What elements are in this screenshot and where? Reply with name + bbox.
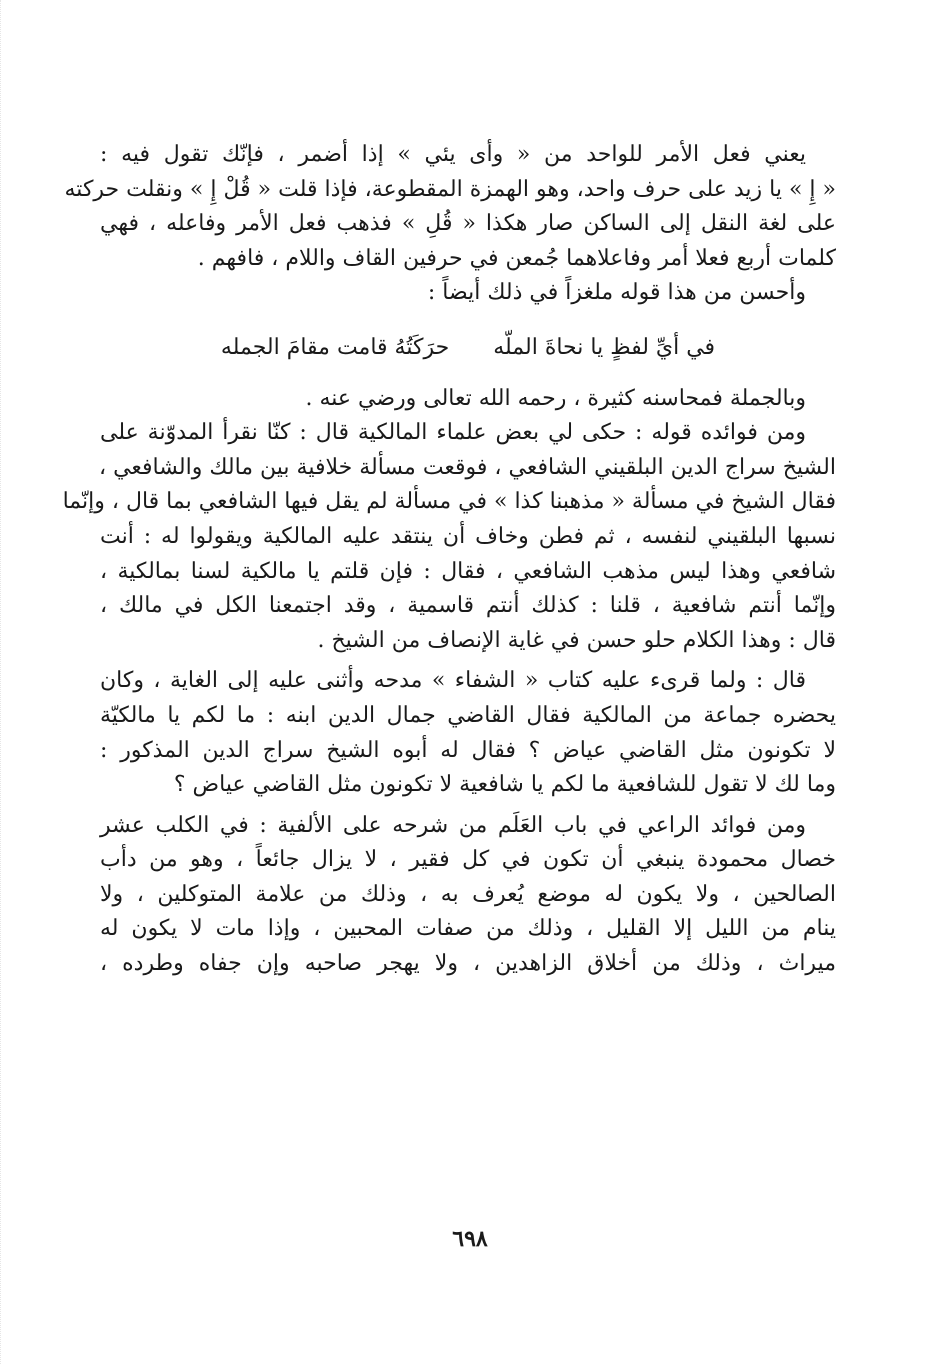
- paragraph: [62, 416, 836, 658]
- text-line: شافعي وهذا ليس مذهب الشافعي ، فقال : فإن قلتم يا مالكية لسنا بمالكية ،: [100, 558, 836, 584]
- verse-second-hemistich: حرَكَتُهُ قامت مقامَ الجمله: [220, 334, 450, 360]
- text-line: يعني فعل الأمر للواحد من « وأى يئي » إذا أضمر ، فإنّك تقول فيه :: [100, 142, 806, 167]
- paragraph: [100, 809, 836, 982]
- text-line: ومن فوائده قوله : حكى لي بعض علماء المالكية قال : كنّا نقرأ المدوّنة على: [100, 420, 806, 446]
- scan-edge: [0, 0, 2, 1364]
- paragraph: [100, 664, 836, 802]
- text-line: قال : وهذا الكلام حلو حسن في غاية الإنصاف من الشيخ .: [317, 627, 836, 653]
- text-line: وبالجملة فمحاسنه كثيرة ، رحمه الله تعالى ورضي عنه .: [305, 385, 806, 411]
- text-line: فقال الشيخ في مسألة « مذهبنا كذا » في مسألة لم يقل فيها الشافعي بما قال ، وإنّما: [62, 489, 836, 515]
- paragraph: [100, 276, 836, 311]
- text-line: قال : ولما قرىء عليه كتاب « الشفاء » مدحه وأثنى عليه إلى الغاية ، وكان: [100, 668, 806, 694]
- text-line: وإنّما أنتم شافعية ، قلنا : كذلك أنتم قاسمية ، وقد اجتمعنا الكل في مالك ،: [100, 593, 836, 619]
- text-line: وأحسن من هذا قوله ملغزاً في ذلك أيضاً :: [427, 280, 806, 306]
- paragraph: [64, 138, 836, 276]
- verse-first-hemistich: في أيِّ لفظٍ يا نحاةَ الملّه: [493, 334, 716, 360]
- text-line: نسبها البلقيني لنفسه ، ثم فطن وخاف أن ينتقد عليه المالكية ويقولوا له : أنت: [100, 523, 836, 549]
- text-line: على لغة النقل إلى الساكن صار هكذا « قُلِ » فذهب فعل الأمر وفاعله ، فهي: [100, 211, 836, 237]
- poem-verse: [100, 331, 836, 366]
- text-line: لا تكونون مثل القاضي عياض ؟ فقال له أبوه الشيخ سراج الدين المذكور :: [100, 737, 836, 763]
- text-line: وما لك لا تقول للشافعية ما لكم يا شافعية لا تكونون مثل القاضي عياض ؟: [173, 772, 836, 798]
- text-line: يحضره جماعة من المالكية فقال القاضي جمال الدين ابنه : ما لكم يا مالكيّة: [100, 702, 836, 728]
- text-line: ينام من الليل إلا القليل ، وذلك من صفات المحبين ، وإذا مات لا يكون له: [100, 916, 836, 942]
- paragraph: [100, 382, 836, 417]
- text-line: ومن فوائد الراعي في باب العَلَم من شرحه على الألفية : في الكلب عشر: [100, 812, 806, 838]
- text-line: « إِ » يا زيد على حرف واحد، وهو الهمزة المقطوعة، فإذا قلت « قُلْ إِ » ونقلت حركته: [64, 176, 836, 202]
- page-number: ٦٩٨: [452, 1226, 488, 1252]
- text-line: ميراث ، وذلك من أخلاق الزاهدين ، ولا يهجر صاحبه وإن جفاه وطرده ،: [100, 951, 836, 977]
- body-text: [62, 138, 836, 982]
- text-line: الصالحين ، ولا يكون له موضع يُعرف به ، وذلك من علامة المتوكلين ، ولا: [100, 881, 836, 907]
- text-line: خصال محمودة ينبغي أن تكون في كل فقير ، لا يزال جائعاً ، وهو من دأب: [100, 847, 836, 873]
- text-line: كلمات أربع فعلا أمر وفاعلاهما جُمعن في حرفين القاف واللام ، فافهم .: [197, 245, 836, 271]
- text-line: الشيخ سراج الدين البلقيني الشافعي ، فوقعت مسألة خلافية بين مالك والشافعي ،: [99, 454, 836, 480]
